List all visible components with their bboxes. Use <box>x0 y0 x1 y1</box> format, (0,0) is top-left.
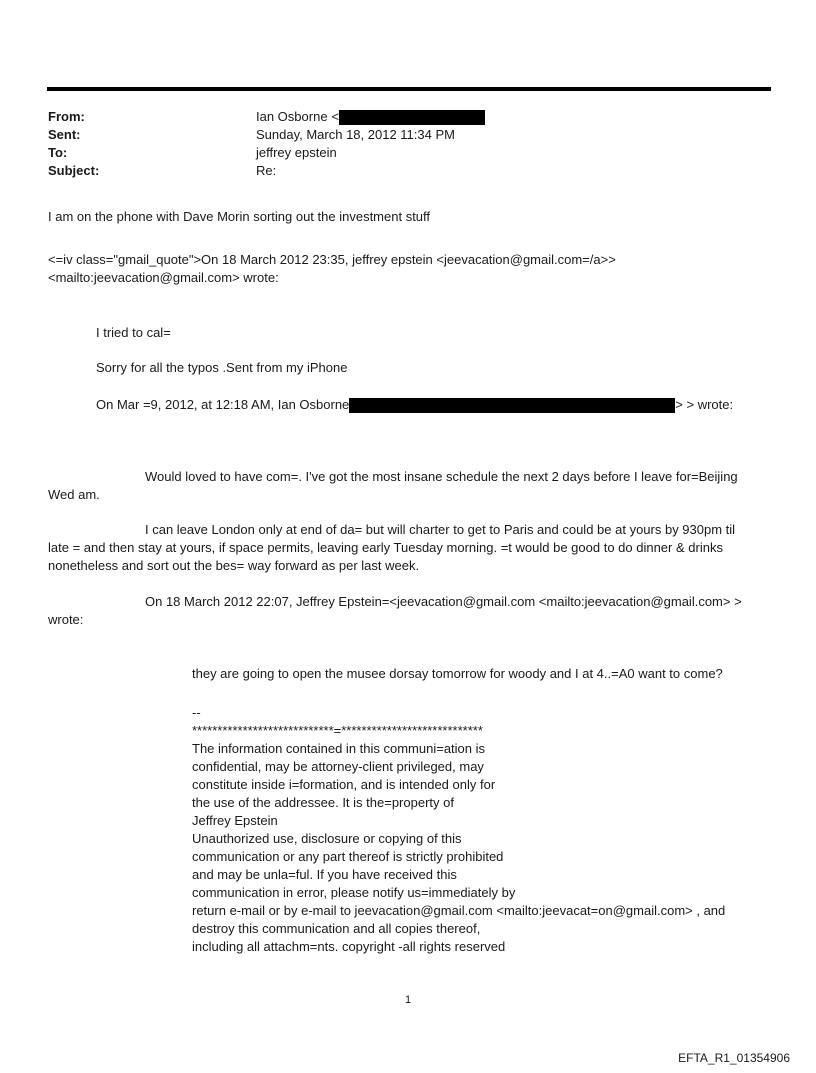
on18-line-2: wrote: <box>48 612 84 627</box>
sig-line: constitute inside i=formation, and is intended only for <box>192 777 496 792</box>
to-label: To: <box>48 145 68 160</box>
quote-line-2: <mailto:jeevacation@gmail.com> wrote: <box>48 270 279 285</box>
london-line-1: I can leave London only at end of da= but will charter to get to Paris and could be at yours by 930pm til <box>145 522 736 537</box>
redaction-box <box>339 110 485 125</box>
sig-line: The information contained in this communi=ation is <box>192 741 486 756</box>
from-lt: < <box>331 109 340 124</box>
sig-line: and may be unla=ful. If you have received this <box>192 867 457 882</box>
london-line-2: late = and then stay at yours, if space permits, leaving early Tuesday morning. =t would be good to do dinner & drinks <box>48 540 723 555</box>
musee-line: they are going to open the musee dorsay tomorrow for woody and I at 4..=A0 want to come? <box>192 666 723 681</box>
from-row <box>48 108 768 126</box>
signature-block <box>192 704 725 956</box>
sig-line: return e-mail or by e-mail to jeevacation@gmail.com <mailto:jeevacat=on@gmail.com> , and <box>192 903 726 918</box>
sig-line: Unauthorized use, disclosure or copying of this <box>192 831 462 846</box>
sig-line: the use of the addressee. It is the=property of <box>192 795 454 810</box>
subject-label: Subject: <box>48 163 100 178</box>
sig-line: communication in error, please notify us=immediately by <box>192 885 516 900</box>
london-line-3: nonetheless and sort out the bes= way forward as per last week. <box>48 558 420 573</box>
redaction-box <box>349 398 675 413</box>
sent-label: Sent: <box>48 127 81 142</box>
email-header <box>48 108 768 180</box>
from-value-wrap <box>256 108 485 126</box>
subject-row <box>48 162 768 180</box>
subject-value: Re: <box>256 163 277 178</box>
on-mar-suffix: > > wrote: <box>675 397 734 412</box>
footer-doc-id: EFTA_R1_01354906 <box>678 1051 790 1065</box>
on-mar-line <box>96 396 733 414</box>
to-value: jeffrey epstein <box>256 145 337 160</box>
sent-row <box>48 126 768 144</box>
sig-line: communication or any part thereof is strictly prohibited <box>192 849 504 864</box>
body-line-1: I am on the phone with Dave Morin sorting out the investment stuff <box>48 209 431 224</box>
on18-line-1: On 18 March 2012 22:07, Jeffrey Epstein=<jeevacation@gmail.com <mailto:jeevacation@gmail.com> > <box>145 594 742 609</box>
tried-to-call: I tried to cal= <box>96 325 171 340</box>
sig-line: destroy this communication and all copies thereof, <box>192 921 481 936</box>
sig-line: Jeffrey Epstein <box>192 813 278 828</box>
typos-line: Sorry for all the typos .Sent from my iPhone <box>96 360 348 375</box>
would-loved-line-1: Would loved to have com=. I've got the most insane schedule the next 2 days before I leave for=Beijing <box>145 469 738 484</box>
sig-dash: -- <box>192 705 201 720</box>
sig-line: including all attachm=nts. copyright -all rights reserved <box>192 939 506 954</box>
sent-value: Sunday, March 18, 2012 11:34 PM <box>256 127 455 142</box>
from-value: Ian Osborne <box>256 109 328 124</box>
quote-line-1: <=iv class="gmail_quote">On 18 March 2012 23:35, jeffrey epstein <jeevacation@gmail.com=/a>> <box>48 252 616 267</box>
sig-line: confidential, may be attorney-client privileged, may <box>192 759 484 774</box>
on-mar-prefix: On Mar =9, 2012, at 12:18 AM, Ian Osborne <box>96 397 350 412</box>
page-number: 1 <box>404 994 412 1006</box>
to-row <box>48 144 768 162</box>
sig-stars: ****************************=**************************** <box>192 723 483 738</box>
would-loved-line-2: Wed am. <box>48 487 100 502</box>
header-rule <box>47 87 771 91</box>
from-label: From: <box>48 109 85 124</box>
